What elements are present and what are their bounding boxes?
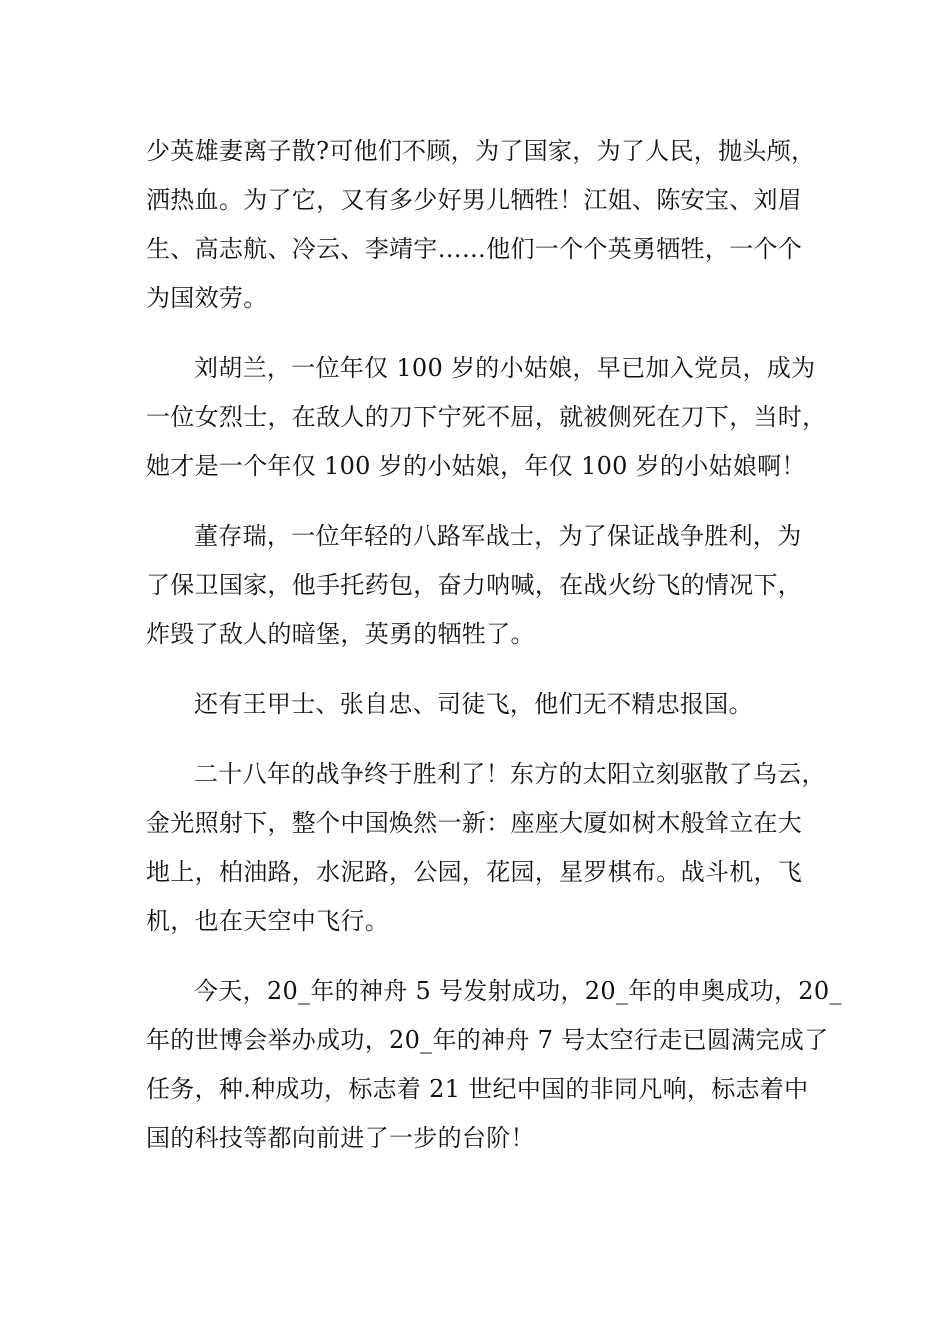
paragraph-5-line-1: 二十八年的战争终于胜利了！东方的太阳立刻驱散了乌云，	[194, 760, 826, 788]
paragraph-4-line-1: 还有王甲士、张自忠、司徒飞，他们无不精忠报国。	[194, 690, 753, 718]
paragraph-6-line-4: 国的科技等都向前进了一步的台阶！	[146, 1124, 535, 1152]
paragraph-3-line-3: 炸毁了敌人的暗堡，英勇的牺牲了。	[146, 620, 535, 648]
paragraph-6-line-1: 今天，20_年的神舟 5 号发射成功，20_年的申奥成功，20_	[194, 977, 842, 1005]
paragraph-6-line-3: 任务，种.种成功，标志着 21 世纪中国的非同凡响，标志着中	[146, 1075, 809, 1103]
paragraph-6-line-2: 年的世博会举办成功，20_年的神舟 7 号太空行走已圆满完成了	[146, 1026, 829, 1054]
paragraph-1-line-3: 生、高志航、冷云、李靖宇……他们一个个英勇牺牲，一个个	[146, 235, 803, 263]
paragraph-2-line-3: 她才是一个年仅 100 岁的小姑娘，年仅 100 岁的小姑娘啊！	[146, 452, 806, 480]
paragraph-1-line-1: 少英雄妻离子散?可他们不顾，为了国家，为了人民，抛头颅，	[146, 137, 816, 165]
paragraph-5-line-3: 地上，柏油路，水泥路，公园，花园，星罗棋布。战斗机，飞	[146, 858, 803, 886]
paragraph-3-line-1: 董存瑞，一位年轻的八路军战士，为了保证战争胜利，为	[194, 522, 802, 550]
paragraph-1-line-4: 为国效劳。	[146, 284, 268, 312]
paragraph-2-line-2: 一位女烈士，在敌人的刀下宁死不屈，就被侧死在刀下，当时，	[146, 403, 827, 431]
paragraph-5-line-4: 机，也在天空中飞行。	[146, 907, 389, 935]
paragraph-1-line-2: 洒热血。为了它，又有多少好男儿牺牲！江姐、陈安宝、刘眉	[146, 186, 803, 214]
paragraph-2-line-1: 刘胡兰，一位年仅 100 岁的小姑娘，早已加入党员，成为	[194, 354, 816, 382]
paragraph-5-line-2: 金光照射下，整个中国焕然一新：座座大厦如树木般耸立在大	[146, 809, 803, 837]
paragraph-3-line-2: 了保卫国家，他手托药包，奋力呐喊，在战火纷飞的情况下，	[146, 571, 803, 599]
